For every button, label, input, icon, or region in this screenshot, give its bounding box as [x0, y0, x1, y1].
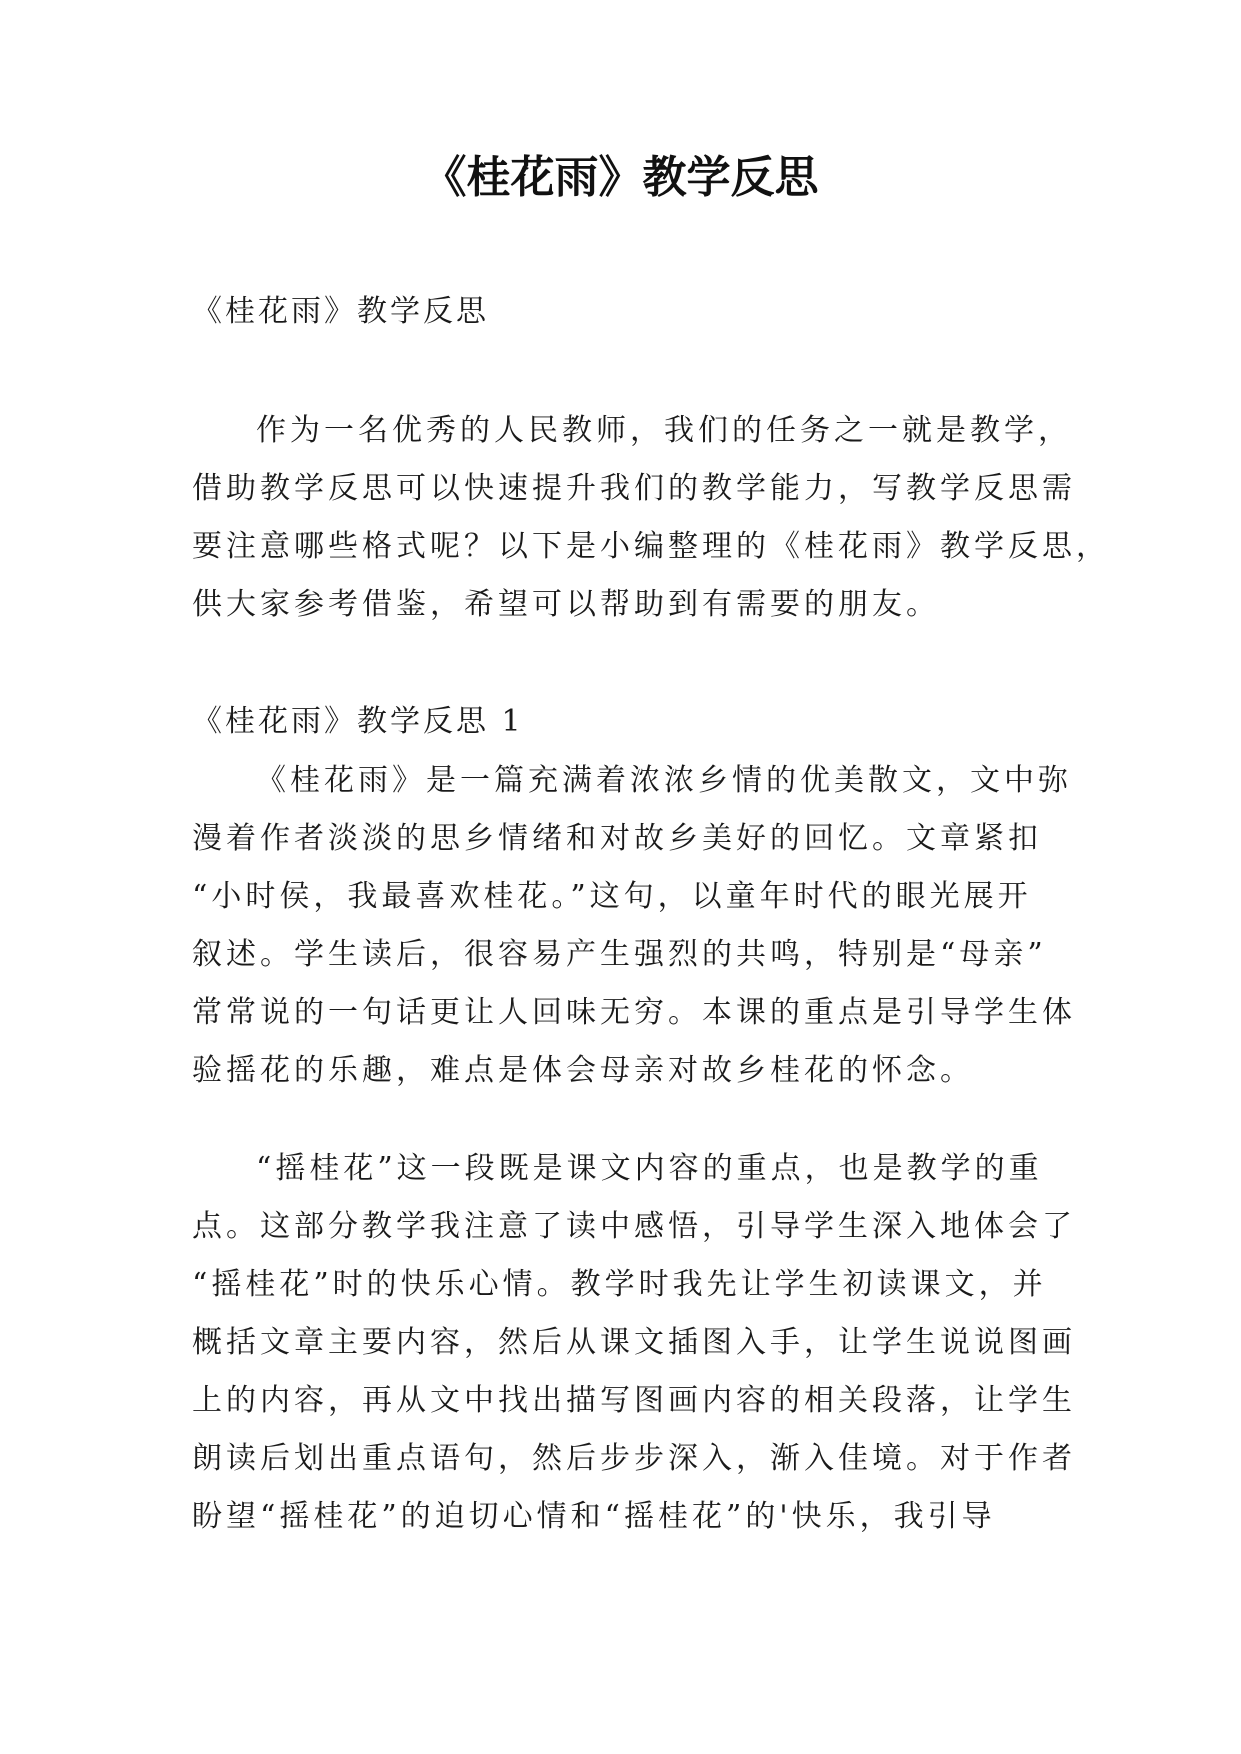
intro-line: 供大家参考借鉴，希望可以帮助到有需要的朋友。 [192, 587, 940, 622]
paragraph-line: “小时侯，我最喜欢桂花。”这句，以童年时代的眼光展开 [192, 879, 1032, 914]
intro-line: 作为一名优秀的人民教师，我们的任务之一就是教学， [256, 413, 1072, 448]
paragraph-line: 上的内容，再从文中找出描写图画内容的相关段落，让学生 [192, 1383, 1076, 1418]
paragraph-line: 《桂花雨》是一篇充满着浓浓乡情的优美散文，文中弥 [256, 763, 1072, 798]
document-title: 《桂花雨》教学反思 [422, 152, 819, 203]
paragraph-line: 概括文章主要内容，然后从课文插图入手，让学生说说图画 [192, 1325, 1076, 1360]
paragraph-line: 漫着作者淡淡的思乡情绪和对故乡美好的回忆。文章紧扣 [192, 821, 1042, 856]
paragraph-line: 盼望“摇桂花”的迫切心情和“摇桂花”的'快乐，我引导 [192, 1499, 996, 1534]
intro-line: 借助教学反思可以快速提升我们的教学能力，写教学反思需 [192, 471, 1076, 506]
body-paragraph-2 [192, 1140, 1076, 1546]
paragraph-line: 验摇花的乐趣，难点是体会母亲对故乡桂花的怀念。 [192, 1053, 974, 1088]
document-subtitle: 《桂花雨》教学反思 [192, 294, 489, 329]
body-paragraph-1 [192, 752, 1076, 1100]
intro-line: 要注意哪些格式呢？以下是小编整理的《桂花雨》教学反思， [192, 529, 1110, 564]
paragraph-line: 点。这部分教学我注意了读中感悟，引导学生深入地体会了 [192, 1209, 1076, 1244]
paragraph-line: 常常说的一句话更让人回味无穷。本课的重点是引导学生体 [192, 995, 1076, 1030]
paragraph-line: “摇桂花”这一段既是课文内容的重点，也是教学的重 [256, 1151, 1043, 1186]
paragraph-line: 叙述。学生读后，很容易产生强烈的共鸣，特别是“母亲” [192, 937, 1047, 972]
intro-paragraph [192, 402, 1110, 634]
section-heading: 《桂花雨》教学反思 1 [192, 704, 524, 739]
paragraph-line: 朗读后划出重点语句，然后步步深入，渐入佳境。对于作者 [192, 1441, 1076, 1476]
paragraph-line: “摇桂花”时的快乐心情。教学时我先让学生初读课文，并 [192, 1267, 1047, 1302]
